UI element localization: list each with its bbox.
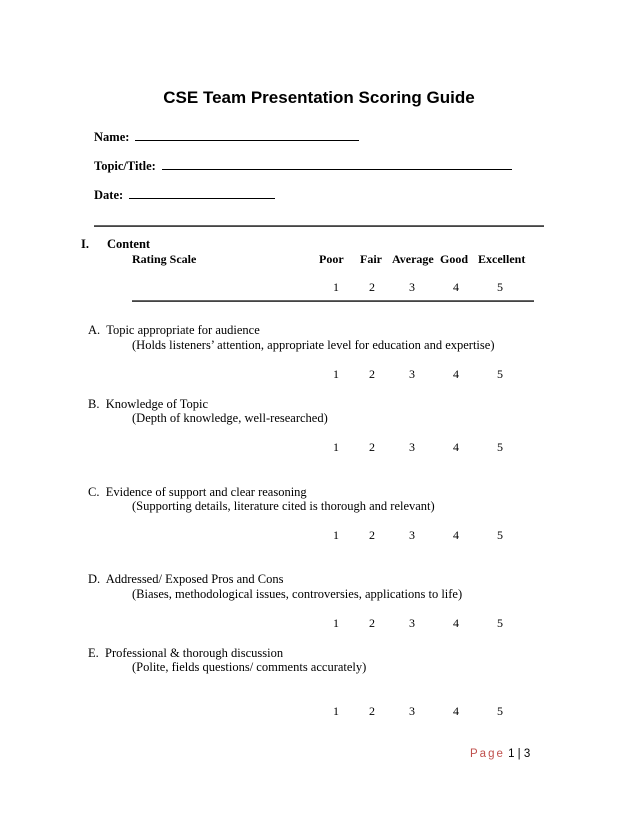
topic-field[interactable] (94, 157, 512, 174)
item-c-score-1[interactable]: 1 (333, 528, 339, 542)
rating-scale-label: Rating Scale (132, 252, 197, 266)
item-d-score-3[interactable]: 3 (409, 616, 415, 630)
item-letter: D. (88, 572, 101, 586)
item-a-score-4[interactable]: 4 (453, 367, 459, 381)
name-field[interactable] (94, 128, 359, 145)
section-title: Content (107, 237, 151, 251)
item-e-score-3[interactable]: 3 (409, 704, 415, 718)
level-fair: Fair (360, 252, 382, 266)
topic-blank-line[interactable] (162, 157, 512, 170)
list-item (88, 323, 260, 338)
item-c-score-5[interactable]: 5 (497, 528, 503, 542)
item-description: (Supporting details, literature cited is thorough and relevant) (132, 499, 435, 513)
item-b-score-3[interactable]: 3 (409, 440, 415, 454)
item-a-score-3[interactable]: 3 (409, 367, 415, 381)
scale-score-2: 2 (369, 280, 375, 294)
page-number: 1 (508, 748, 515, 760)
date-label: Date: (94, 188, 124, 202)
item-a-score-1[interactable]: 1 (333, 367, 339, 381)
list-item (88, 397, 208, 412)
scale-score-5: 5 (497, 280, 503, 294)
item-c-score-2[interactable]: 2 (369, 528, 375, 542)
item-b-score-5[interactable]: 5 (497, 440, 503, 454)
level-poor: Poor (319, 252, 344, 266)
page-separator: | (517, 748, 521, 760)
item-title: Professional & thorough discussion (105, 646, 284, 660)
date-blank-line[interactable] (129, 186, 275, 199)
item-description: (Polite, fields questions/ comments accurately) (132, 660, 367, 674)
section-numeral: I. (81, 237, 89, 251)
item-description: (Holds listeners’ attention, appropriate level for education and expertise) (132, 338, 495, 352)
item-a-score-2[interactable]: 2 (369, 367, 375, 381)
scale-score-3: 3 (409, 280, 415, 294)
page-title: CSE Team Presentation Scoring Guide (163, 88, 475, 107)
date-field[interactable] (94, 186, 275, 203)
page-footer (470, 748, 530, 760)
scale-divider (132, 300, 534, 302)
item-d-score-5[interactable]: 5 (497, 616, 503, 630)
item-description: (Depth of knowledge, well-researched) (132, 411, 328, 425)
topic-label: Topic/Title: (94, 159, 156, 173)
list-item (88, 646, 283, 661)
item-d-score-4[interactable]: 4 (453, 616, 459, 630)
list-item (88, 485, 307, 500)
item-e-score-1[interactable]: 1 (333, 704, 339, 718)
item-title: Knowledge of Topic (105, 397, 209, 411)
item-e-score-5[interactable]: 5 (497, 704, 503, 718)
item-title: Addressed/ Exposed Pros and Cons (105, 572, 284, 586)
item-letter: C. (88, 485, 100, 499)
item-d-score-2[interactable]: 2 (369, 616, 375, 630)
page-total: 3 (523, 748, 531, 760)
item-b-score-4[interactable]: 4 (453, 440, 459, 454)
item-a-score-5[interactable]: 5 (497, 367, 503, 381)
scale-score-1: 1 (333, 280, 339, 294)
item-c-score-4[interactable]: 4 (453, 528, 459, 542)
level-good: Good (440, 252, 469, 266)
item-c-score-3[interactable]: 3 (409, 528, 415, 542)
item-letter: A. (88, 323, 101, 337)
item-e-score-4[interactable]: 4 (453, 704, 459, 718)
name-blank-line[interactable] (135, 128, 359, 141)
level-average: Average (392, 252, 434, 266)
item-letter: B. (88, 397, 100, 411)
header-divider (94, 225, 544, 227)
item-title: Evidence of support and clear reasoning (105, 485, 307, 499)
item-d-score-1[interactable]: 1 (333, 616, 339, 630)
item-b-score-1[interactable]: 1 (333, 440, 339, 454)
item-e-score-2[interactable]: 2 (369, 704, 375, 718)
item-description: (Biases, methodological issues, controversies, applications to life) (132, 587, 463, 601)
item-letter: E. (88, 646, 99, 660)
list-item (88, 572, 283, 587)
name-label: Name: (94, 130, 130, 144)
page-word: Page (470, 748, 505, 760)
item-b-score-2[interactable]: 2 (369, 440, 375, 454)
item-title: Topic appropriate for audience (106, 323, 260, 337)
level-excellent: Excellent (478, 252, 526, 266)
scale-score-4: 4 (453, 280, 459, 294)
